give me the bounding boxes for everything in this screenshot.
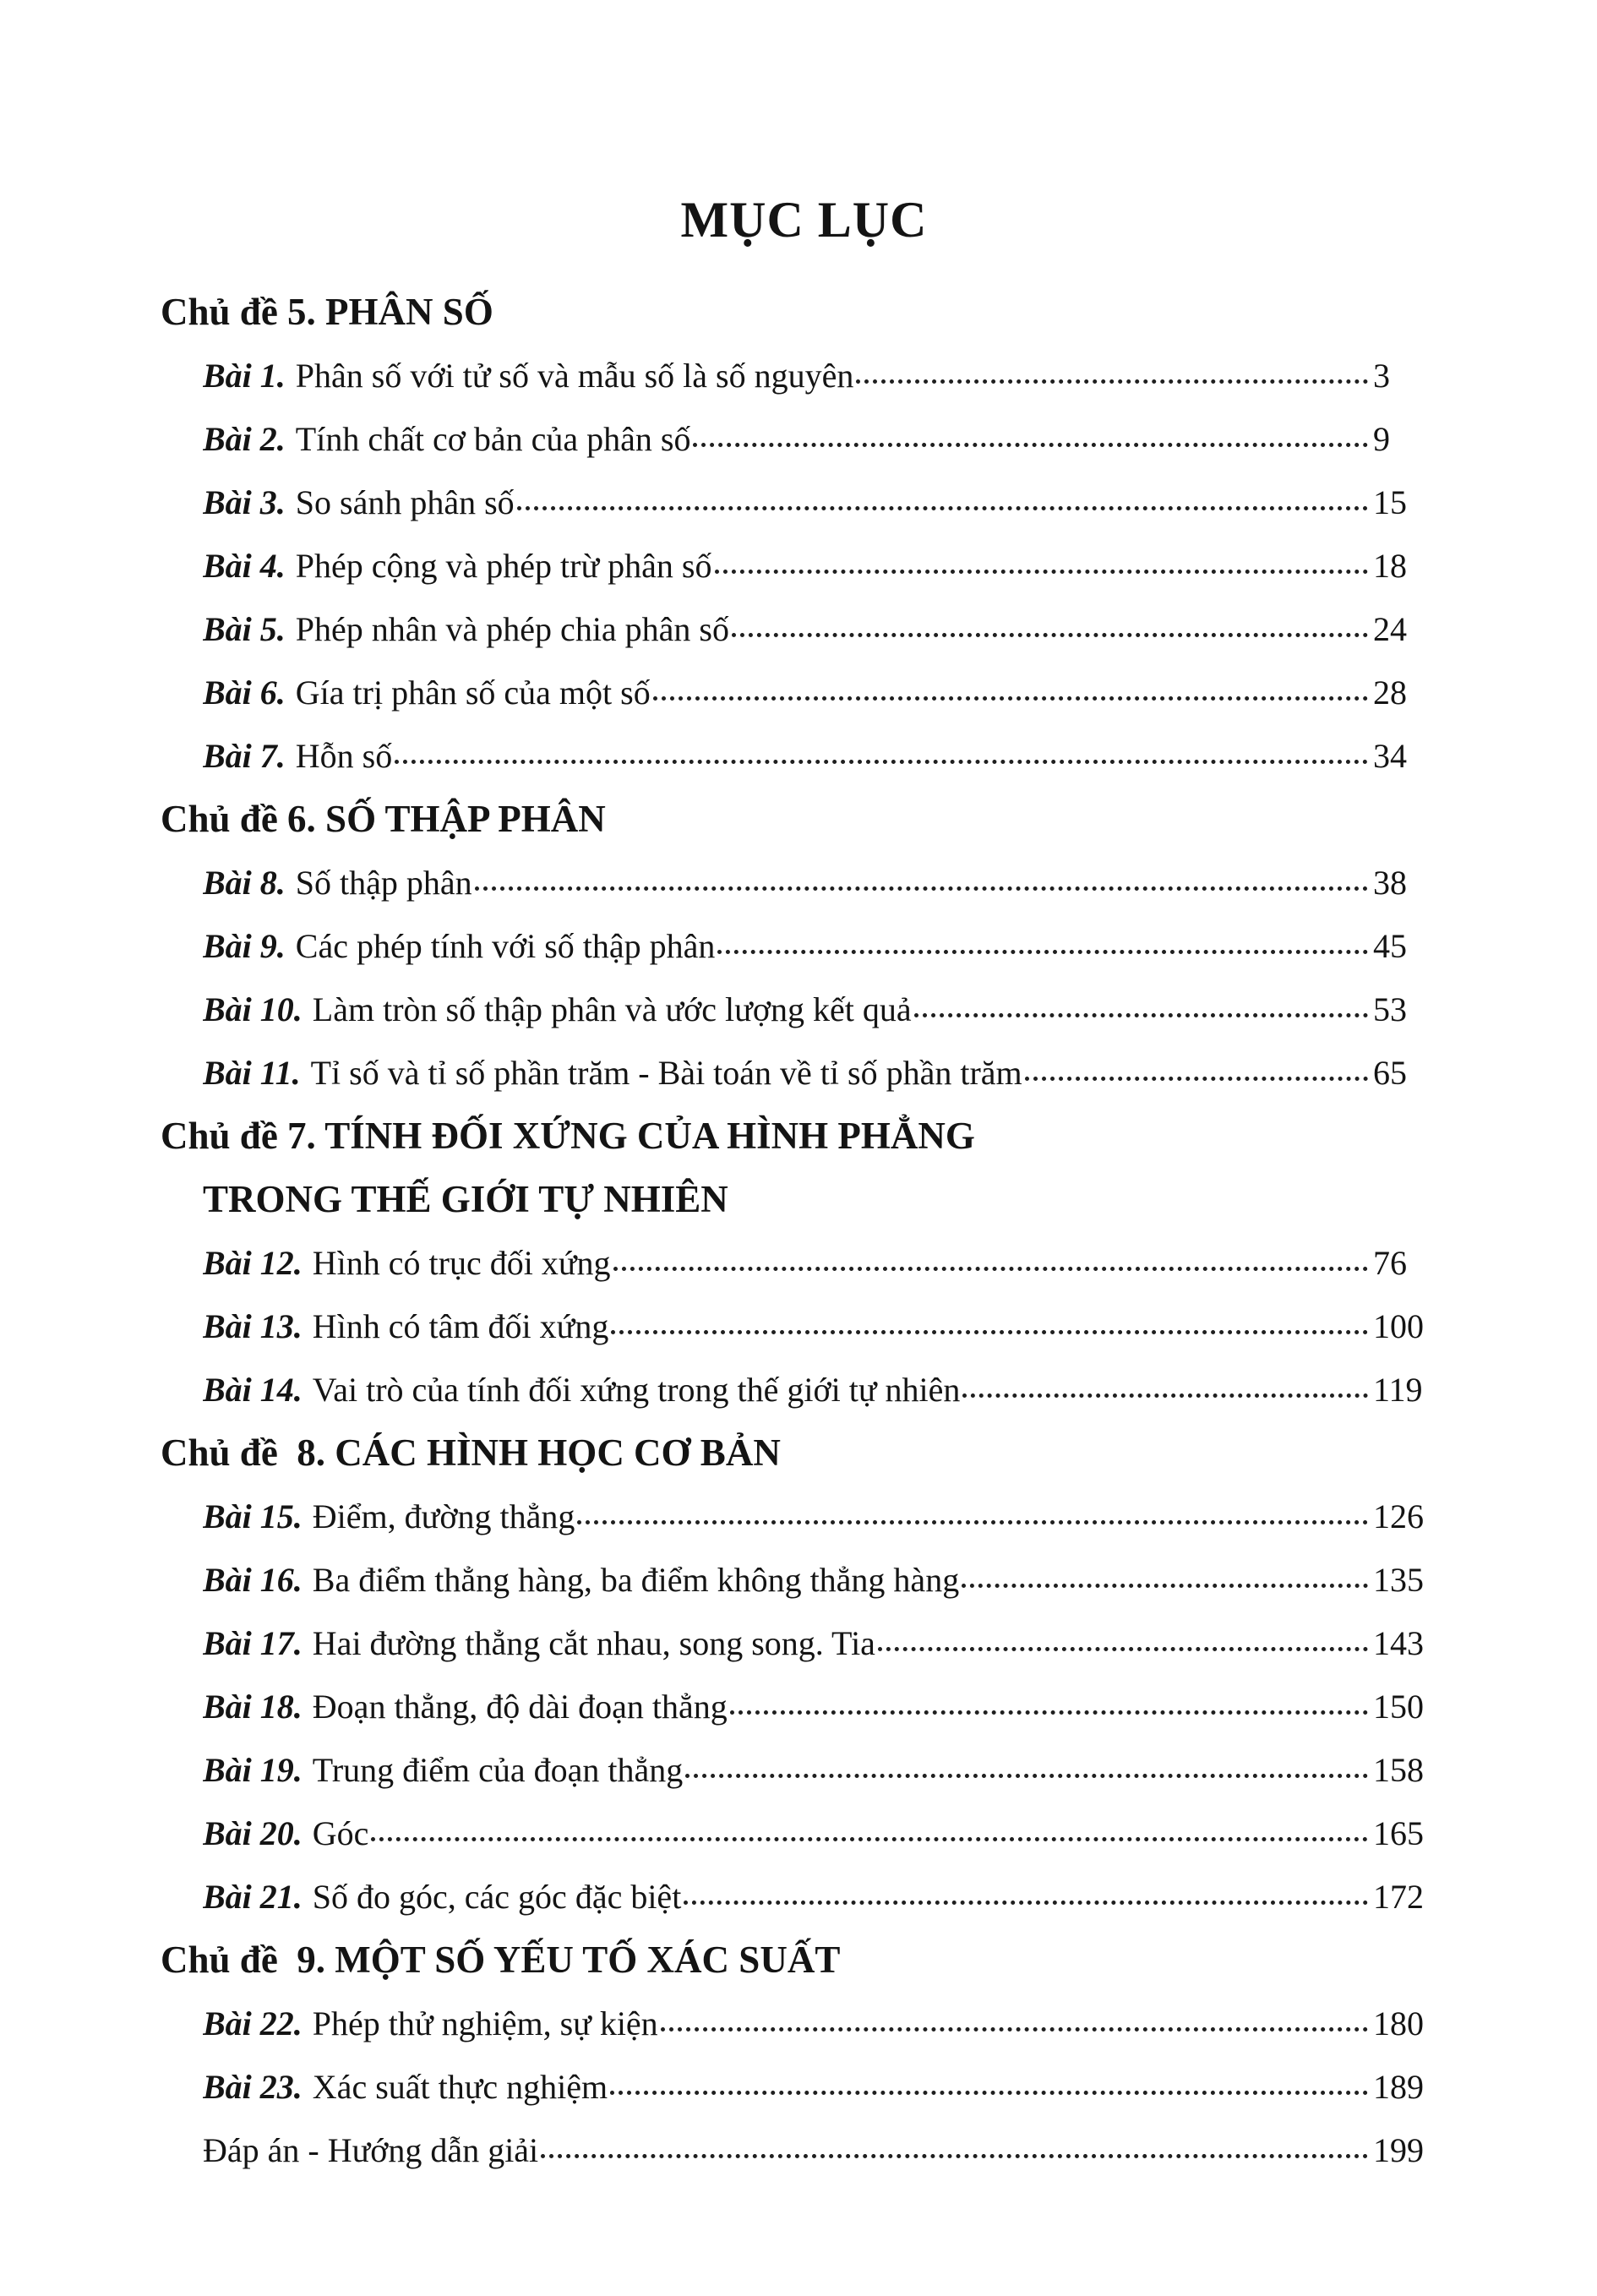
toc-entry-page: 119 [1373, 1371, 1423, 1409]
toc-section-heading-text: Chủ đề 9. MỘT SỐ YẾU TỐ XÁC SUẤT [161, 1939, 841, 1981]
toc-entry-page: 15 [1373, 483, 1407, 521]
toc-entry-title: Ba điểm thẳng hàng, ba điểm không thẳng hàng [312, 1561, 960, 1599]
toc-entry-label: Bài 21. [203, 1878, 303, 1916]
toc-entry-label: Bài 18. [203, 1688, 303, 1726]
toc-entry-label: Bài 3. [203, 483, 286, 521]
toc-entry-title: Hình có tâm đối xứng [312, 1307, 609, 1345]
toc-entry-page: 28 [1373, 674, 1407, 712]
toc-entry-label: Bài 7. [203, 737, 286, 775]
toc-entry-label: Bài 20. [203, 1814, 303, 1852]
toc-entry-page: 34 [1373, 737, 1407, 775]
toc-entry-page: 189 [1373, 2068, 1424, 2106]
toc-section-heading-text: Chủ đề 7. TÍNH ĐỐI XỨNG CỦA HÌNH PHẲNG [161, 1115, 975, 1157]
toc-entry-title: Đoạn thẳng, độ dài đoạn thẳng [312, 1688, 728, 1726]
dot-leader [914, 1013, 1368, 1017]
toc-entry-title: Điểm, đường thẳng [312, 1497, 575, 1535]
toc-section-heading-text: TRONG THẾ GIỚI TỰ NHIÊN [203, 1178, 728, 1220]
toc-entry [203, 1675, 1447, 1738]
toc-entry-title: Phân số với tử số và mẫu số là số nguyên [295, 357, 854, 395]
page-title: MỤC LỤC [680, 192, 928, 248]
toc-entry [203, 1041, 1447, 1104]
dot-leader [613, 1267, 1368, 1271]
toc-entry-label: Bài 1. [203, 357, 286, 395]
toc-entry-page: 172 [1373, 1878, 1424, 1916]
toc-entry-page: 135 [1373, 1561, 1424, 1599]
toc-entry-title: Đáp án - Hướng dẫn giải [203, 2131, 539, 2169]
dot-leader [653, 696, 1368, 701]
toc-entry [203, 1992, 1447, 2055]
toc-entry-page: 199 [1373, 2131, 1424, 2169]
toc-section-heading [161, 1928, 1447, 1992]
toc-entry-page: 18 [1373, 547, 1407, 585]
toc-entry-label: Bài 2. [203, 420, 286, 458]
dot-leader [1025, 1077, 1368, 1081]
toc-entry-page: 165 [1373, 1814, 1424, 1852]
toc-entry [203, 471, 1447, 534]
toc-entry [203, 534, 1447, 597]
toc-entry-label: Bài 11. [203, 1054, 301, 1092]
toc-entry-title: Gía trị phân số của một số [295, 674, 651, 712]
dot-leader [517, 506, 1368, 510]
toc-entry-page: 9 [1373, 420, 1390, 458]
dot-leader [475, 886, 1368, 891]
toc-section-heading-text: Chủ đề 5. PHÂN SỐ [161, 291, 493, 333]
toc-entry-title: Phép nhân và phép chia phân số [295, 610, 729, 648]
toc-entry-label: Bài 16. [203, 1561, 303, 1599]
toc-entry-label: Bài 22. [203, 2004, 303, 2042]
toc-section-heading-text: Chủ đề 6. SỐ THẬP PHÂN [161, 798, 606, 840]
toc-entry-title: Trung điểm của đoạn thẳng [312, 1751, 684, 1789]
toc-entry [203, 597, 1447, 661]
dot-leader [878, 1647, 1368, 1651]
toc-entry-label: Bài 4. [203, 547, 286, 585]
toc-entry-title: Tỉ số và tỉ số phần trăm - Bài toán về tỉ số phần trăm [310, 1054, 1022, 1092]
toc-entry [203, 2119, 1447, 2182]
dot-leader [962, 1584, 1368, 1588]
toc-entry-title: Hai đường thẳng cắt nhau, song song. Tia [312, 1624, 875, 1662]
toc-entry [203, 1358, 1447, 1421]
toc-entry [203, 1612, 1447, 1675]
toc-entry [203, 1548, 1447, 1612]
toc-entry-label: Bài 14. [203, 1371, 303, 1409]
toc-entry-page: 76 [1373, 1244, 1407, 1282]
dot-leader [577, 1520, 1368, 1524]
toc-entry-page: 126 [1373, 1497, 1424, 1535]
toc-entry-title: Làm tròn số thập phân và ước lượng kết quả [312, 990, 912, 1028]
toc-entry [203, 661, 1447, 724]
toc-entry-title: Góc [312, 1814, 369, 1852]
toc-entry-label: Bài 9. [203, 927, 286, 965]
toc-entry-label: Bài 19. [203, 1751, 303, 1789]
toc-entry-title: Số đo góc, các góc đặc biệt [312, 1878, 682, 1916]
toc-entry-page: 143 [1373, 1624, 1424, 1662]
toc-section-heading [161, 788, 1447, 851]
toc-list [161, 281, 1447, 2182]
toc-entry-page: 24 [1373, 610, 1407, 648]
toc-entry-page: 65 [1373, 1054, 1407, 1092]
dot-leader [541, 2154, 1368, 2158]
dot-leader [395, 760, 1368, 764]
dot-leader [732, 633, 1368, 637]
toc-entry [203, 1865, 1447, 1928]
toc-entry-page: 45 [1373, 927, 1407, 965]
toc-entry-page: 158 [1373, 1751, 1424, 1789]
toc-section-heading-text: Chủ đề 8. CÁC HÌNH HỌC CƠ BẢN [161, 1432, 781, 1474]
toc-entry-label: Bài 13. [203, 1307, 303, 1345]
toc-entry-title: Vai trò của tính đối xứng trong thế giới tự nhiên [312, 1371, 961, 1409]
toc-entry [203, 1802, 1447, 1865]
toc-entry-title: So sánh phân số [295, 483, 515, 521]
toc-entry [203, 914, 1447, 978]
toc-entry-title: Hỗn số [295, 737, 393, 775]
toc-entry-label: Bài 10. [203, 990, 303, 1028]
dot-leader [685, 1774, 1368, 1778]
toc-entry-title: Phép cộng và phép trừ phân số [295, 547, 712, 585]
toc-entry-label: Bài 23. [203, 2068, 303, 2106]
dot-leader [684, 1901, 1368, 1905]
toc-entry-page: 180 [1373, 2004, 1424, 2042]
toc-entry-label: Bài 6. [203, 674, 286, 712]
toc-entry-label: Bài 12. [203, 1244, 303, 1282]
dot-leader [717, 950, 1368, 954]
toc-entry-title: Hình có trục đối xứng [312, 1244, 611, 1282]
dot-leader [661, 2027, 1368, 2031]
toc-entry-page: 53 [1373, 990, 1407, 1028]
toc-entry [203, 851, 1447, 914]
toc-entry-label: Bài 15. [203, 1497, 303, 1535]
toc-entry-page: 100 [1373, 1307, 1424, 1345]
dot-leader [371, 1837, 1368, 1841]
dot-leader [610, 2091, 1368, 2095]
dot-leader [611, 1330, 1368, 1334]
toc-entry-page: 38 [1373, 864, 1407, 902]
toc-entry-title: Số thập phân [295, 864, 472, 902]
toc-entry-label: Bài 8. [203, 864, 286, 902]
toc-section-heading [161, 1421, 1447, 1485]
toc-entry-title: Tính chất cơ bản của phân số [295, 420, 691, 458]
toc-entry-title: Phép thử nghiệm, sự kiện [312, 2004, 658, 2042]
toc-section-heading [161, 281, 1447, 344]
dot-leader [730, 1710, 1368, 1715]
toc-entry [203, 978, 1447, 1041]
toc-entry [203, 1738, 1447, 1802]
dot-leader [693, 443, 1368, 447]
toc-entry-title: Các phép tính với số thập phân [295, 927, 716, 965]
toc-entry [203, 1231, 1447, 1295]
dot-leader [715, 570, 1369, 574]
toc-entry [203, 724, 1447, 788]
toc-section-heading [161, 1104, 1447, 1168]
toc-entry [203, 344, 1447, 407]
toc-entry-page: 150 [1373, 1688, 1424, 1726]
toc-entry [203, 407, 1447, 471]
dot-leader [856, 379, 1368, 384]
toc-entry [203, 2055, 1447, 2119]
toc-entry [203, 1295, 1447, 1358]
toc-entry [203, 1485, 1447, 1548]
dot-leader [962, 1393, 1368, 1398]
toc-entry-title: Xác suất thực nghiệm [312, 2068, 608, 2106]
toc-entry-page: 3 [1373, 357, 1390, 395]
toc-entry-label: Bài 5. [203, 610, 286, 648]
toc-entry-label: Bài 17. [203, 1624, 303, 1662]
toc-section-heading [203, 1168, 1447, 1231]
